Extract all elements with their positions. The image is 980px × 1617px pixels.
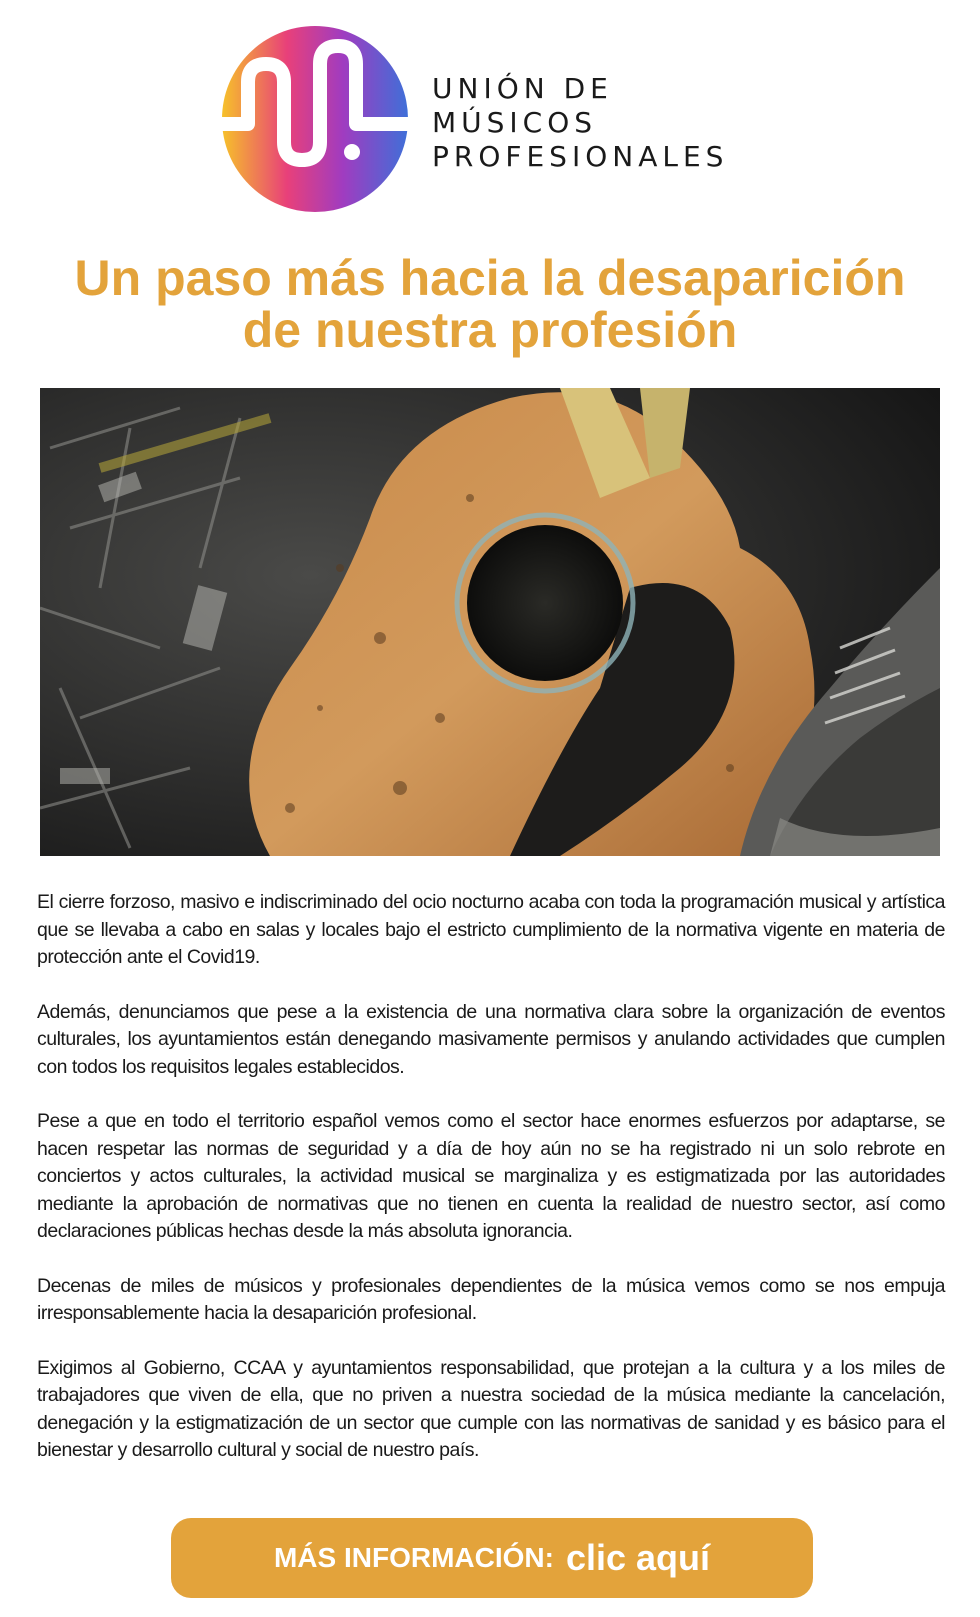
article-body [37, 889, 945, 1492]
org-logo-icon [220, 24, 410, 214]
org-name-line-2: MÚSICOS [432, 106, 598, 139]
headline-line-2: de nuestra profesión [242, 302, 738, 358]
click-here-label: clic aquí [565, 1537, 711, 1578]
paragraph-1: El cierre forzoso, masivo e indiscriminado del ocio nocturno acaba con toda la programación musical y artística que se llevaba a cabo en salas y locales bajo el estricto cumplimiento de la normativa vigente en materia de protección ante el Covid19. [37, 891, 945, 968]
paragraph-2: Además, denunciamos que pese a la existencia de una normativa clara sobre la organización de eventos culturales, los ayuntamientos están denegando masivamente permisos y anulando actividades que cumplen con todos los requisitos legales establecidos. [37, 1000, 945, 1078]
org-header [220, 24, 780, 214]
hero-image [40, 388, 940, 856]
more-info-lead: MÁS INFORMACIÓN: [273, 1542, 554, 1573]
paragraph-4: Decenas de miles de músicos y profesionales dependientes de la música vemos como se nos empuja irresponsablemente hacia la desaparición profesional. [37, 1274, 945, 1324]
abandoned-guitar-photo-icon [40, 388, 940, 856]
org-name-line-3: PROFESIONALES [432, 140, 729, 173]
headline-line-1: Un paso más hacia la desaparición [74, 250, 906, 306]
paragraph-3: Pese a que en todo el territorio español vemos como el sector hace enormes esfuerzos por adaptarse, se hacen respetar las normas de seguridad y a día de hoy aún no se ha registrado ni un solo rebrote en conciertos y actos culturales, la actividad musical se marginaliza y es estigmatizada por las autoridades mediante la aprobación de normativas que no tienen en cuenta la realidad de nuestro sector, así como declaraciones públicas hechas desde la más absoluta ignorancia. [37, 1110, 945, 1242]
more-info-button[interactable] [171, 1518, 813, 1598]
org-name [432, 72, 728, 174]
org-name-line-1: UNIÓN DE [432, 72, 613, 105]
page-headline [20, 252, 960, 356]
paragraph-5: Exigimos al Gobierno, CCAA y ayuntamientos responsabilidad, que protejan a la cultura y a los miles de trabajadores que viven de ella, que no priven a nuestra sociedad de la música mediante la cancelación, denegación y la estigmatización de un sector que cumple con las normativas de sanidad y es básico para el bienestar y desarrollo cultural y social de nuestro país. [37, 1356, 945, 1461]
